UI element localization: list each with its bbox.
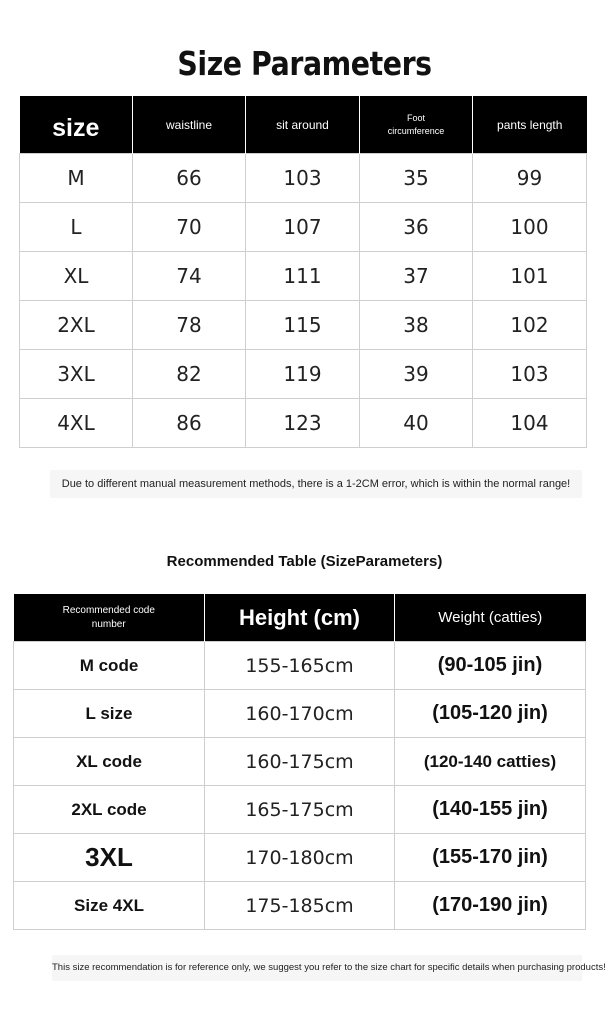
- header-foot-circumference: [360, 96, 473, 154]
- header-size: size: [20, 96, 133, 154]
- cell-code: L size: [14, 690, 205, 738]
- header-foot-line1: Foot: [406, 112, 425, 123]
- table-row: [20, 252, 587, 301]
- cell-sit-around: 111: [246, 252, 360, 301]
- cell-pants-length: 101: [473, 252, 587, 301]
- cell-waistline: 82: [133, 350, 246, 399]
- table-row: [20, 301, 587, 350]
- page-title: Size Parameters: [177, 44, 432, 83]
- cell-sit-around: 103: [246, 154, 360, 203]
- measurement-note: Due to different manual measurement methods, there is a 1-2CM error, which is within the normal range!: [50, 470, 582, 498]
- table-row: [20, 399, 587, 448]
- header-weight: Weight (catties): [395, 594, 586, 642]
- cell-size: M: [20, 154, 133, 203]
- cell-weight: (120-140 catties): [395, 738, 586, 786]
- cell-foot: 40: [360, 399, 473, 448]
- cell-foot: 39: [360, 350, 473, 399]
- cell-sit-around: 123: [246, 399, 360, 448]
- cell-weight: (105-120 jin): [395, 690, 586, 738]
- cell-pants-length: 103: [473, 350, 587, 399]
- cell-sit-around: 119: [246, 350, 360, 399]
- table-row: [20, 350, 587, 399]
- header-pants-length: pants length: [473, 96, 587, 154]
- cell-waistline: 74: [133, 252, 246, 301]
- cell-waistline: 66: [133, 154, 246, 203]
- header-code-line1: Recommended code: [62, 604, 155, 616]
- table-row: [14, 738, 586, 786]
- cell-height: 175-185cm: [205, 882, 395, 930]
- cell-foot: 38: [360, 301, 473, 350]
- cell-size: L: [20, 203, 133, 252]
- cell-pants-length: 100: [473, 203, 587, 252]
- table-row: [14, 642, 586, 690]
- table-row: [14, 690, 586, 738]
- cell-height: 160-170cm: [205, 690, 395, 738]
- recommended-size-table: [13, 594, 586, 930]
- header-waistline: waistline: [133, 96, 246, 154]
- cell-height: 165-175cm: [205, 786, 395, 834]
- cell-waistline: 86: [133, 399, 246, 448]
- cell-height: 155-165cm: [205, 642, 395, 690]
- table-row: [14, 786, 586, 834]
- cell-sit-around: 115: [246, 301, 360, 350]
- cell-pants-length: 102: [473, 301, 587, 350]
- cell-code: XL code: [14, 738, 205, 786]
- header-code-line2: number: [91, 618, 126, 630]
- cell-foot: 35: [360, 154, 473, 203]
- header-recommended-code: [14, 594, 205, 642]
- reference-note: This size recommendation is for reference only, we suggest you refer to the size chart for specific details when purchasing products!: [52, 955, 582, 981]
- table-row: [14, 882, 586, 930]
- cell-foot: 37: [360, 252, 473, 301]
- size-parameters-table: [19, 96, 587, 448]
- cell-pants-length: 104: [473, 399, 587, 448]
- table-header-row: [20, 96, 587, 154]
- cell-weight: (90-105 jin): [395, 642, 586, 690]
- cell-code: M code: [14, 642, 205, 690]
- table-header-row: [14, 594, 586, 642]
- header-height: Height (cm): [205, 594, 395, 642]
- cell-pants-length: 99: [473, 154, 587, 203]
- cell-waistline: 78: [133, 301, 246, 350]
- cell-weight: (155-170 jin): [395, 834, 586, 882]
- cell-code: 3XL: [14, 834, 205, 882]
- cell-height: 170-180cm: [205, 834, 395, 882]
- cell-sit-around: 107: [246, 203, 360, 252]
- cell-waistline: 70: [133, 203, 246, 252]
- cell-height: 160-175cm: [205, 738, 395, 786]
- table-row: [14, 834, 586, 882]
- recommended-table-title: Recommended Table (SizeParameters): [166, 553, 443, 570]
- cell-size: 2XL: [20, 301, 133, 350]
- cell-size: XL: [20, 252, 133, 301]
- cell-code: Size 4XL: [14, 882, 205, 930]
- cell-weight: (170-190 jin): [395, 882, 586, 930]
- cell-weight: (140-155 jin): [395, 786, 586, 834]
- header-sit-around: sit around: [246, 96, 360, 154]
- cell-code: 2XL code: [14, 786, 205, 834]
- header-foot-line2: circumference: [387, 125, 445, 136]
- table-row: [20, 154, 587, 203]
- cell-size: 4XL: [20, 399, 133, 448]
- cell-size: 3XL: [20, 350, 133, 399]
- table-row: [20, 203, 587, 252]
- cell-foot: 36: [360, 203, 473, 252]
